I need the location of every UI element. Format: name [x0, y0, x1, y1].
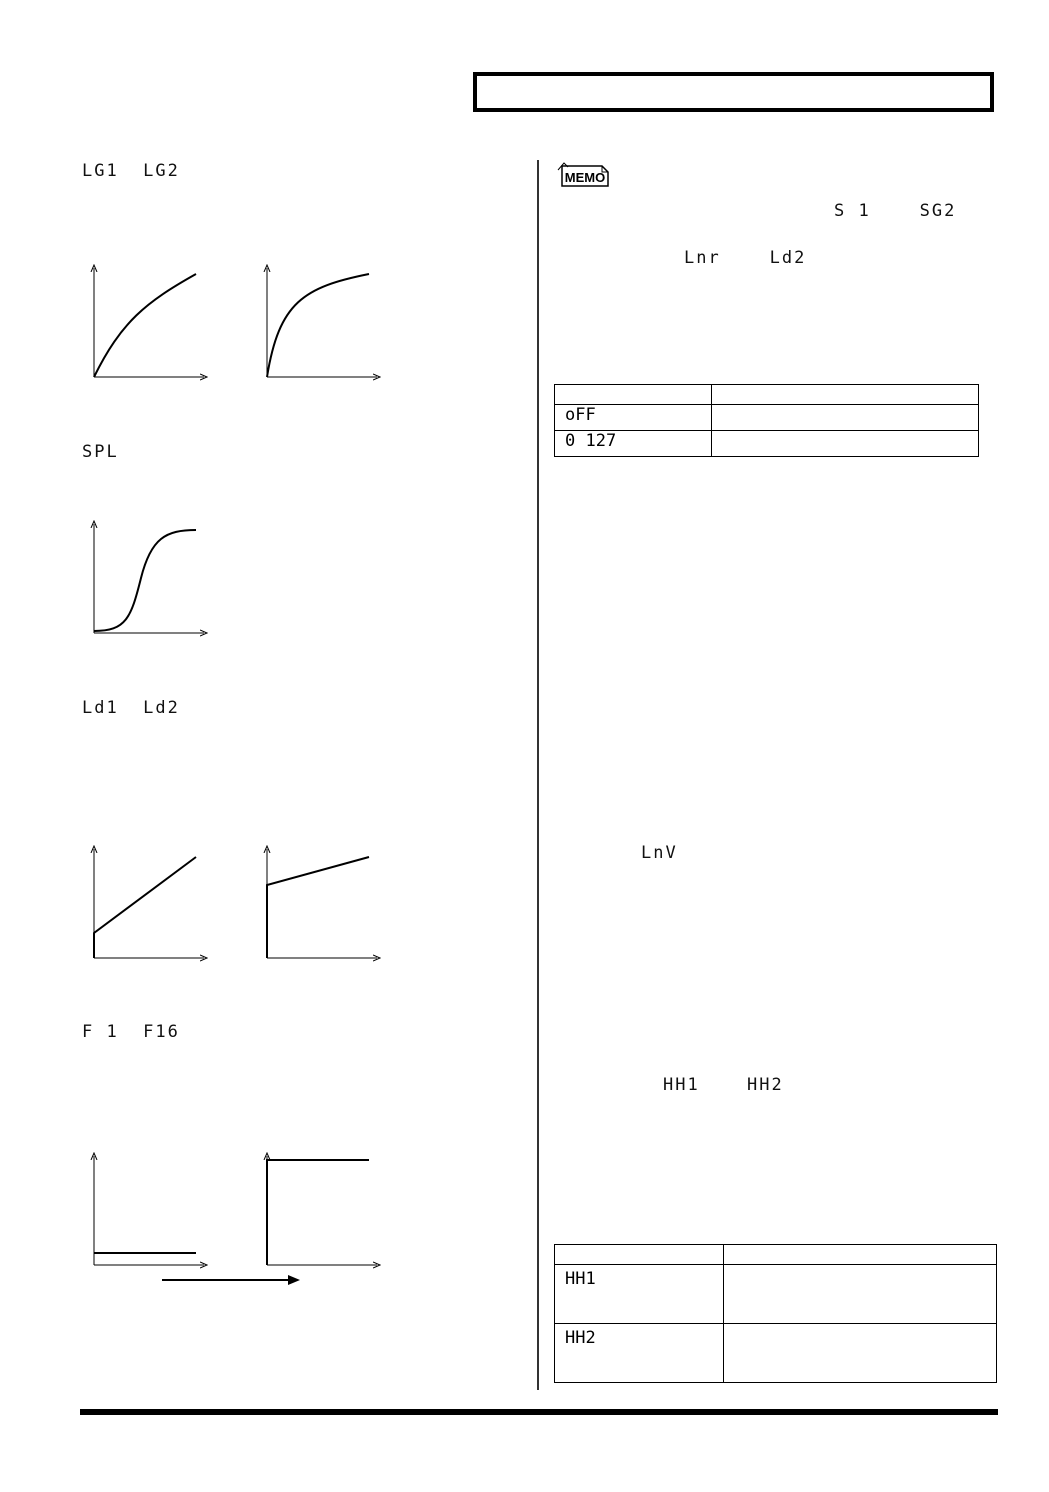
table2-header-desc [724, 1245, 997, 1265]
table1-header-value [555, 385, 712, 405]
ld2-curve-graph [259, 843, 389, 968]
ld1-curve-graph [86, 843, 216, 968]
value-table-2 [554, 1244, 997, 1383]
hh1-inline-label: HH1 [663, 1075, 700, 1095]
f1-curve-graph [86, 1150, 216, 1275]
spl-curve-graph [86, 518, 216, 643]
ld1-curve [94, 857, 196, 958]
table1-row2-value: 0 127 [555, 431, 712, 457]
f-curve-label: F 1 F16 [82, 1022, 180, 1042]
table1-row2-desc [712, 431, 979, 457]
memo-icon [556, 160, 614, 190]
f16-curve-graph [259, 1150, 389, 1275]
header-title-box [473, 72, 994, 112]
table2-row1-desc [724, 1265, 997, 1324]
lg1-curve [94, 274, 196, 377]
table2-row1-value: HH1 [555, 1265, 724, 1324]
table-row [555, 1324, 997, 1383]
lg2-curve-graph [259, 262, 389, 387]
table1-header-desc [712, 385, 979, 405]
hh2-inline-label: HH2 [747, 1075, 784, 1095]
ld-curve-label: Ld1 Ld2 [82, 698, 180, 718]
column-divider [537, 160, 539, 1390]
f16-curve [267, 1160, 369, 1265]
table-row [555, 405, 979, 431]
lg1-curve-graph [86, 262, 216, 387]
memo-values-line2: Lnr Ld2 [684, 248, 807, 268]
table1-row1-value: oFF [555, 405, 712, 431]
footer-rule [80, 1409, 998, 1415]
table2-row2-desc [724, 1324, 997, 1383]
spl-curve [94, 530, 196, 631]
table1-row1-desc [712, 405, 979, 431]
memo-values-line1: S 1 SG2 [834, 201, 957, 221]
spl-curve-label: SPL [82, 442, 119, 462]
lg-curve-label: LG1 LG2 [82, 161, 180, 181]
lg2-curve [267, 274, 369, 377]
table2-header-value [555, 1245, 724, 1265]
table-row [555, 431, 979, 457]
progression-arrow [160, 1270, 305, 1290]
table2-row2-value: HH2 [555, 1324, 724, 1383]
value-table-1 [554, 384, 979, 457]
lnv-label: LnV [641, 843, 678, 863]
ld2-curve [267, 857, 369, 958]
memo-label: MEMO [564, 170, 606, 185]
table-row [555, 1265, 997, 1324]
